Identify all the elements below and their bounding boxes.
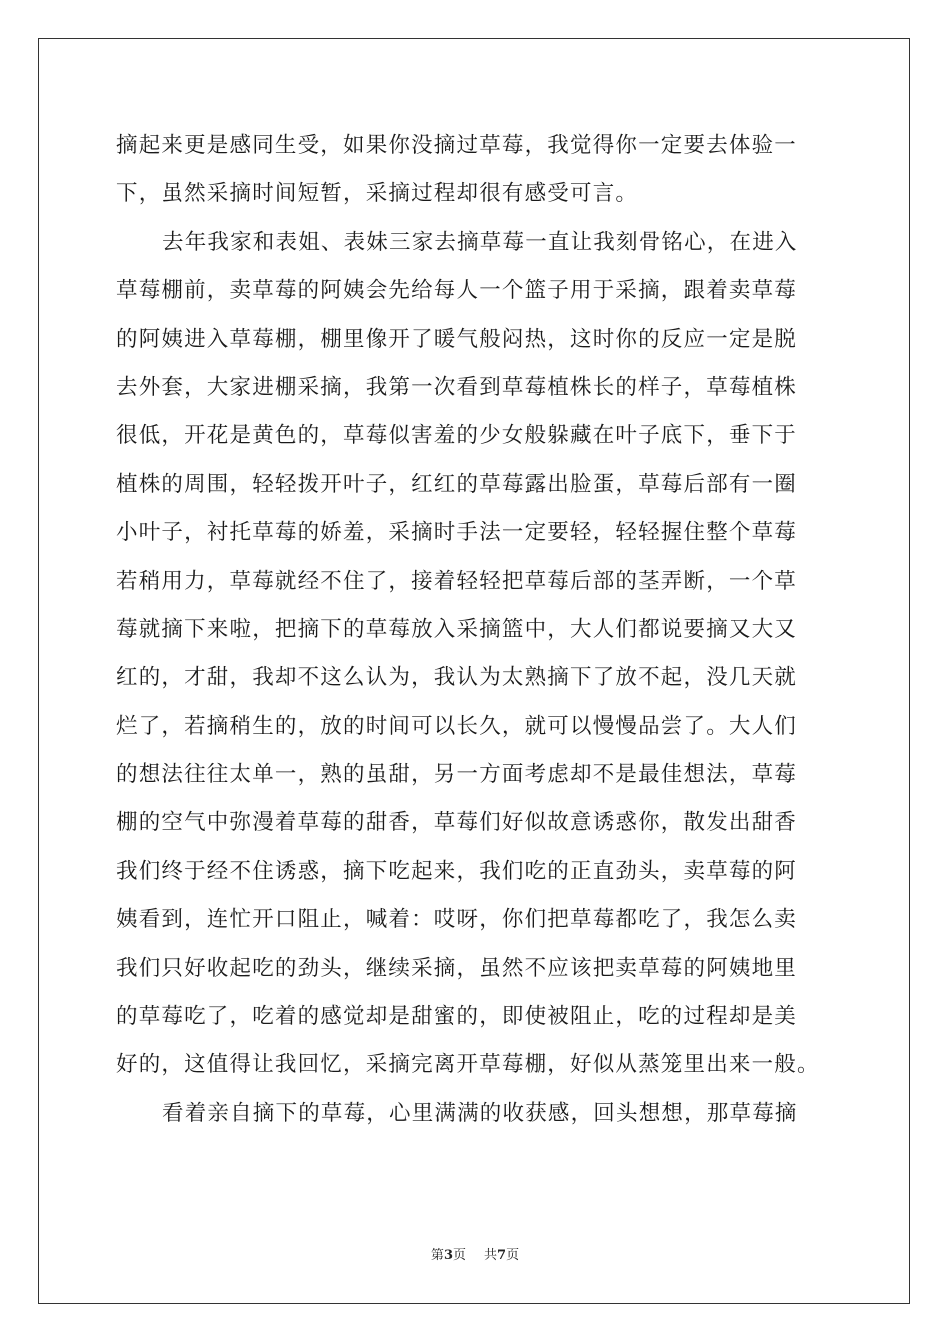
body-text [116, 122, 844, 1138]
text-line: 好的，这值得让我回忆，采摘完离开草莓棚，好似从蒸笼里出来一般。 [116, 1052, 820, 1078]
text-line: 我们终于经不住诱惑，摘下吃起来，我们吃的正直劲头，卖草莓的阿 [116, 858, 798, 884]
paragraph-start-line: 去年我家和表姐、表妹三家去摘草莓一直让我刻骨铭心，在进入 [162, 229, 798, 255]
text-line: 若稍用力，草莓就经不住了，接着轻轻把草莓后部的茎弄断，一个草 [116, 568, 798, 594]
text-line: 烂了，若摘稍生的，放的时间可以长久，就可以慢慢品尝了。大人们 [116, 713, 798, 739]
total-prefix: 共 [484, 1248, 498, 1263]
text-line: 红的，才甜，我却不这么认为，我认为太熟摘下了放不起，没几天就 [116, 665, 798, 691]
text-line: 植株的周围，轻轻拨开叶子，红红的草莓露出脸蛋，草莓后部有一圈 [116, 471, 798, 497]
text-line: 去外套，大家进棚采摘，我第一次看到草莓植株长的样子，草莓植株 [116, 374, 798, 400]
text-line: 的草莓吃了，吃着的感觉却是甜蜜的，即使被阻止，吃的过程却是美 [116, 1004, 798, 1030]
text-line: 的想法往往太单一，熟的虽甜，另一方面考虑却不是最佳想法，草莓 [116, 762, 798, 788]
text-line: 很低，开花是黄色的，草莓似害羞的少女般躲藏在叶子底下，垂下于 [116, 423, 798, 449]
page-suffix: 页 [452, 1248, 466, 1263]
text-line: 我们只好收起吃的劲头，继续采摘，虽然不应该把卖草莓的阿姨地里 [116, 955, 798, 981]
text-line: 莓就摘下来啦，把摘下的草莓放入采摘篮中，大人们都说要摘又大又 [116, 616, 798, 642]
page-prefix: 第 [430, 1248, 444, 1263]
text-line: 姨看到，连忙开口阻止，喊着：哎呀，你们把草莓都吃了，我怎么卖 [116, 907, 798, 933]
text-line: 的阿姨进入草莓棚，棚里像开了暖气般闷热，这时你的反应一定是脱 [116, 326, 798, 352]
page-number-footer [0, 1244, 950, 1263]
total-suffix: 页 [506, 1248, 520, 1263]
text-line: 草莓棚前，卖草莓的阿姨会先给每人一个篮子用于采摘，跟着卖草莓 [116, 278, 798, 304]
text-line: 摘起来更是感同生受，如果你没摘过草莓，我觉得你一定要去体验一 [116, 133, 798, 158]
text-line: 棚的空气中弥漫着草莓的甜香，草莓们好似故意诱惑你，散发出甜香 [116, 810, 798, 836]
paragraph-start-line: 看着亲自摘下的草莓，心里满满的收获感，回头想想，那草莓摘 [162, 1100, 798, 1126]
text-line: 小叶子，衬托草莓的娇羞，采摘时手法一定要轻，轻轻握住整个草莓 [116, 520, 798, 546]
current-page-number: 3 [443, 1248, 453, 1263]
total-pages-number: 7 [497, 1248, 507, 1263]
text-line: 下，虽然采摘时间短暂，采摘过程却很有感受可言。 [116, 181, 639, 207]
